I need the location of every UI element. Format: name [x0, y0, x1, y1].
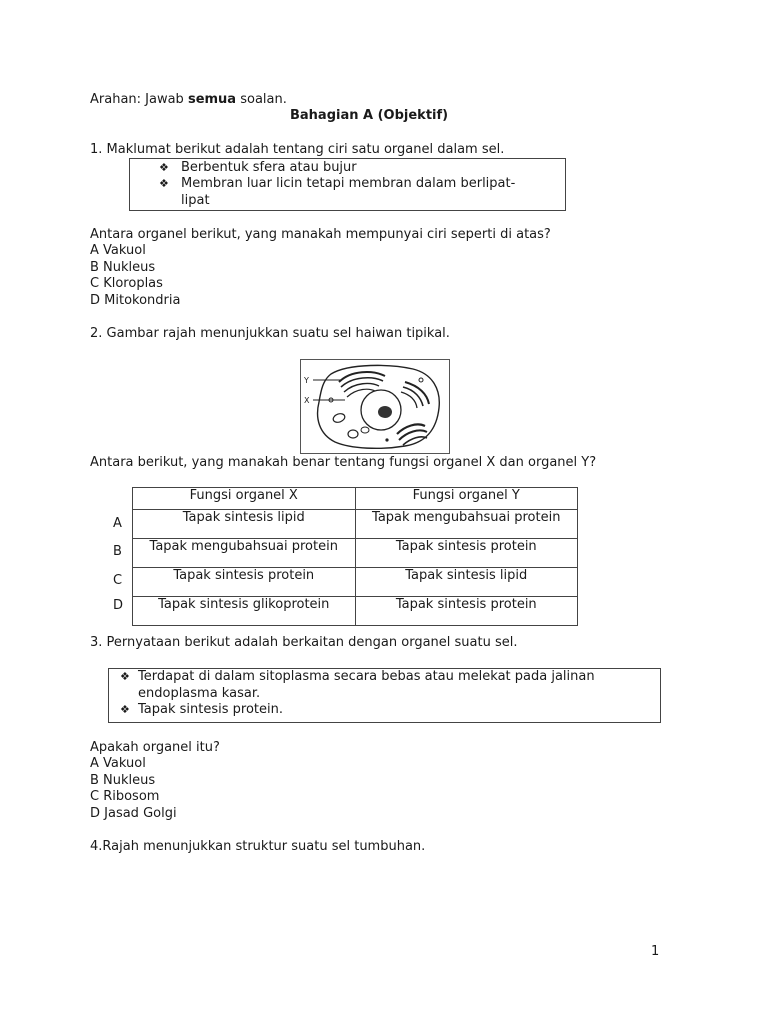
cell-b-y: Tapak sintesis protein — [355, 539, 578, 568]
instruction: Arahan: Jawab semua soalan. — [90, 92, 287, 107]
q1-option-d: D Mitokondria — [90, 293, 181, 308]
section-title: Bahagian A (Objektif) — [290, 108, 449, 123]
cell-a-y: Tapak mengubahsuai protein — [355, 510, 578, 539]
q3-question: Apakah organel itu? — [90, 740, 220, 755]
diamond-bullet-icon: ❖ — [159, 161, 169, 174]
q1-stem: 1. Maklumat berikut adalah tentang ciri satu organel dalam sel. — [90, 142, 505, 157]
q2-question: Antara berikut, yang manakah benar tentang fungsi organel X dan organel Y? — [90, 455, 597, 470]
q1-option-c: C Kloroplas — [90, 276, 163, 291]
q3-bullet-1: ❖ Terdapat di dalam sitoplasma secara bebas atau melekat pada jalinan endoplasma kasar. — [120, 669, 595, 701]
q1-question: Antara organel berikut, yang manakah mempunyai ciri seperti di atas? — [90, 227, 551, 242]
q1-bullet-2: ❖ Membran luar licin tetapi membran dalam berlipat-lipat — [159, 176, 516, 208]
cell-d-x: Tapak sintesis glikoprotein — [133, 597, 356, 626]
cell-a-x: Tapak sintesis lipid — [133, 510, 356, 539]
label-y: Y — [304, 376, 309, 385]
row-letter-b: B — [113, 544, 122, 559]
table-row — [133, 510, 578, 539]
q3-option-c: C Ribosom — [90, 789, 160, 804]
header-organel-x: Fungsi organel X — [133, 488, 356, 510]
q2-stem: 2. Gambar rajah menunjukkan suatu sel haiwan tipikal. — [90, 326, 450, 341]
diamond-bullet-icon: ❖ — [120, 670, 130, 683]
page-number: 1 — [651, 944, 660, 959]
q3-option-b: B Nukleus — [90, 773, 156, 788]
cell-c-x: Tapak sintesis protein — [133, 568, 356, 597]
table-header-row — [133, 488, 578, 510]
row-letter-d: D — [113, 598, 124, 613]
cell-d-y: Tapak sintesis protein — [355, 597, 578, 626]
animal-cell-drawing — [301, 360, 449, 453]
cell-b-x: Tapak mengubahsuai protein — [133, 539, 356, 568]
q3-info-box — [108, 668, 661, 723]
q4-stem: 4.Rajah menunjukkan struktur suatu sel tumbuhan. — [90, 839, 426, 854]
q1-option-b: B Nukleus — [90, 260, 156, 275]
label-x: X — [304, 396, 310, 405]
table-row — [133, 568, 578, 597]
q1-info-box — [129, 158, 566, 211]
q3-option-d: D Jasad Golgi — [90, 806, 177, 821]
row-letter-c: C — [113, 573, 123, 588]
animal-cell-diagram — [300, 359, 450, 454]
q1-option-a: A Vakuol — [90, 243, 146, 258]
q3-bullet-2: ❖ Tapak sintesis protein. — [120, 702, 283, 717]
cell-c-y: Tapak sintesis lipid — [355, 568, 578, 597]
table-row — [133, 539, 578, 568]
q3-option-a: A Vakuol — [90, 756, 146, 771]
table-row — [133, 597, 578, 626]
header-organel-y: Fungsi organel Y — [355, 488, 578, 510]
diamond-bullet-icon: ❖ — [159, 177, 169, 190]
diamond-bullet-icon: ❖ — [120, 703, 130, 716]
row-letter-a: A — [113, 516, 122, 531]
q1-bullet-1: ❖ Berbentuk sfera atau bujur — [159, 160, 357, 175]
q3-stem: 3. Pernyataan berikut adalah berkaitan dengan organel suatu sel. — [90, 635, 518, 650]
q2-options-table — [132, 487, 578, 626]
